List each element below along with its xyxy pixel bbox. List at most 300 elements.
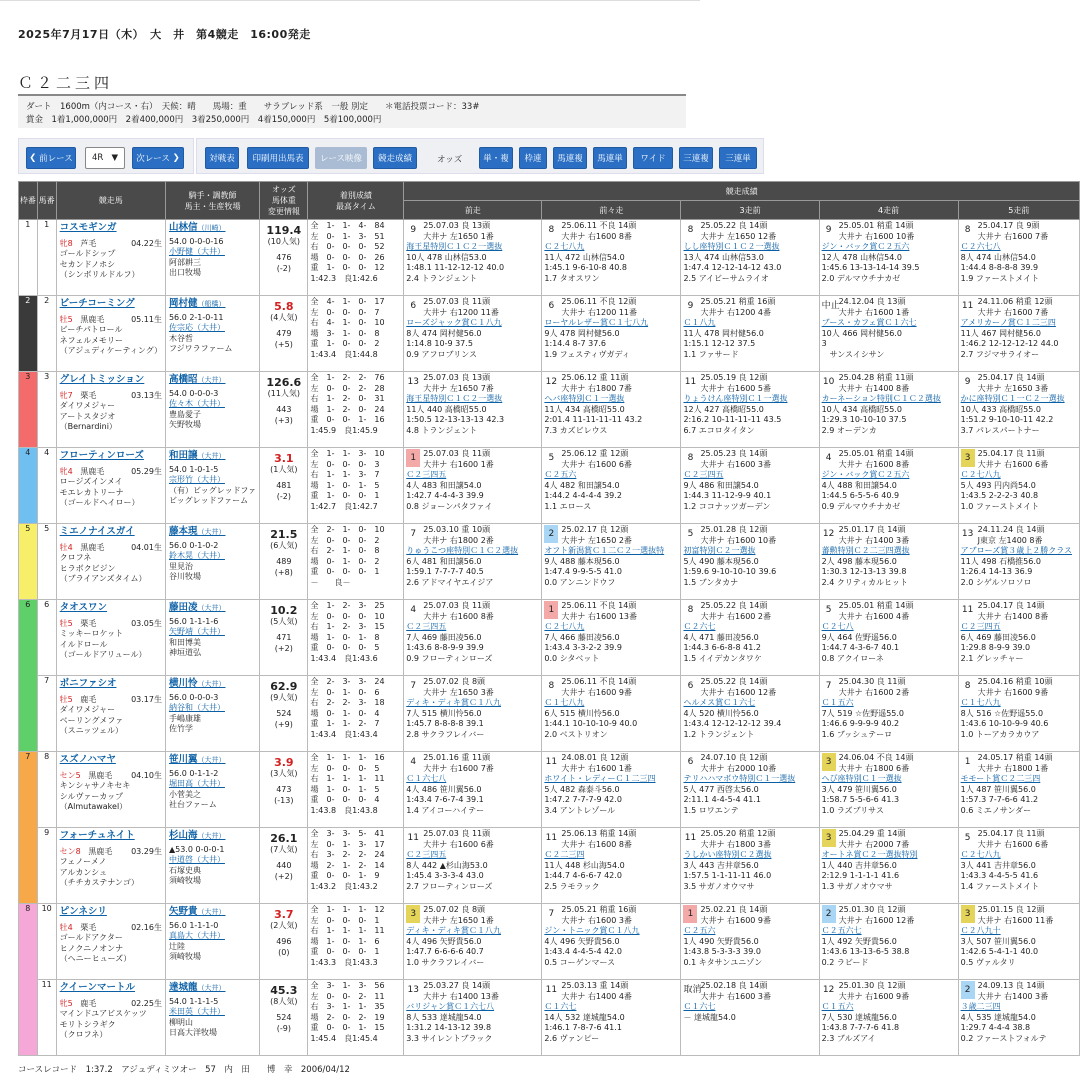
owner: 木谷哲 — [168, 333, 193, 343]
print-card-button[interactable]: 印刷用出馬表 — [247, 147, 309, 169]
past-race-title-link[interactable]: Ｃ２六七八 — [960, 242, 1001, 251]
umaban-cell: 2 — [37, 296, 56, 372]
jockey-cell — [165, 524, 259, 600]
past-race-time: 1:45.1 9-6-10-8 40.8 — [544, 263, 627, 272]
owner: 里見治 — [168, 561, 193, 571]
past-race-detail: 3人 443 吉井章56.0 — [683, 860, 759, 870]
horse-name-link[interactable]: コスモギンガ — [59, 222, 117, 233]
past-race-title-link[interactable]: うしかい座特別Ｃ２選抜 — [683, 850, 772, 859]
past-race-detail: 4人 486 笹川翼56.0 — [406, 784, 482, 794]
record-line: 右 3- 1- 1- 35 — [310, 1002, 385, 1011]
record-cell — [308, 600, 404, 676]
past-race-date: 25.03.13 重 14頭 — [561, 981, 629, 990]
past-race-title-link[interactable]: Ｃ２八九十 — [960, 926, 1001, 935]
past-race-time: 1:43.6 13-13-6-5 38.8 — [821, 947, 910, 956]
past-race-title-link[interactable]: ジン・バック賞Ｃ２五六 — [821, 470, 910, 479]
past-race-detail: 7人 519 ☆佐野遥55.0 — [821, 708, 905, 718]
past-race-date: 25.01.30 良 12頭 — [838, 981, 906, 990]
past-race-time: 1:46.6 9-9-9-9 40.2 — [821, 719, 900, 728]
past-race-course: 大井ナ 右1600 8番 — [561, 231, 632, 241]
record-cell — [308, 524, 404, 600]
past-race-time: 1:59.6 9-10-10-10 39.6 — [683, 567, 777, 576]
past-race-title-link[interactable]: ジン・バック賞Ｃ２五六 — [821, 242, 910, 251]
past-race-title-link[interactable]: しし座特別Ｃ１Ｃ２一選抜 — [683, 242, 780, 251]
odds-value: 21.5 — [270, 528, 298, 541]
finish-position: 13 — [407, 985, 419, 995]
jockey-name-link[interactable]: 矢野貴（大井） — [168, 906, 226, 917]
past-race-detail: 8人 533 達城龍54.0 — [406, 1012, 482, 1022]
horse-sire: ビーチパトロール — [59, 325, 123, 334]
past-race-winner: 3.7 パレスパートナー — [960, 425, 1040, 435]
past-race-detail: 3人 479 笹川翼56.0 — [821, 784, 897, 794]
finish-position: 3 — [961, 449, 975, 467]
horse-row — [19, 600, 1080, 676]
past-race-title-link[interactable]: オフト新潟賞Ｃ１二Ｃ２一選抜特 — [544, 546, 665, 555]
past-race-winner: 4.8 トランジェント — [406, 425, 478, 435]
umaban-cell: 1 — [37, 220, 56, 296]
past-race-title-link[interactable]: Ｃ１七八九 — [544, 698, 585, 707]
horse-name-link[interactable]: グレイトミッション — [59, 374, 145, 385]
past-race-title-link[interactable]: ヘバ座特別Ｃ１一選抜 — [544, 394, 625, 403]
past-race-cell — [681, 372, 819, 448]
past-race-winner: 6.7 エコロタイタン — [683, 425, 755, 435]
past-race-winner: 0.8 アクイローネ — [821, 653, 884, 663]
finish-position: 10 — [822, 377, 835, 387]
record-line: 全 1- 1- 1- 12 — [310, 905, 385, 914]
horse-name-link[interactable]: ミエノナイスガイ — [59, 526, 135, 537]
record-line: 右 2- 2- 3- 18 — [310, 698, 385, 707]
body-weight-diff: (+2) — [274, 871, 293, 881]
past-race-date: 25.04.17 良 14頭 — [977, 373, 1045, 382]
horse-name-link[interactable]: ビーチコーミング — [59, 298, 135, 309]
trainer-link[interactable]: 矢野靖（大井） — [168, 627, 225, 636]
past-race-time: 1:45.7 8-8-8-8 39.1 — [406, 719, 484, 728]
past-race-winner: 1.4 ファーストメイト — [960, 881, 1040, 891]
jockey-weight: 56.0 2-1-0-11 — [168, 312, 224, 322]
past-race-cell — [542, 980, 681, 1056]
past-race-cell — [404, 752, 542, 828]
past-race-title-link[interactable]: Ｃ１七八九 — [960, 698, 1001, 707]
past-race-date: 25.03.27 良 14頭 — [423, 981, 491, 990]
finish-position: 5 — [825, 605, 832, 615]
past-race-title-link[interactable]: Ｃ１八九 — [683, 318, 716, 327]
odds-value: 5.8 — [274, 300, 294, 313]
trainer-link[interactable]: 中道啓（大井） — [168, 855, 225, 864]
horse-color: 芦毛 — [80, 238, 97, 248]
horse-sex: 牡4 — [59, 922, 73, 932]
past-race-detail: 11人 498 石橋推56.0 — [960, 556, 1041, 566]
past-race-winner: 0.9 フローティンローズ — [406, 653, 493, 663]
horse-dam: イルドロール — [59, 639, 108, 649]
horse-color: 栗毛 — [80, 618, 97, 628]
past-race-winner: 2.7 フジマサライオー — [960, 349, 1040, 359]
header-kisei: 競走成績 — [404, 182, 1080, 201]
past-race-time: 1:43.4 7-6-7-4 39.1 — [406, 795, 484, 804]
past-race-title-link[interactable]: Ｃ２三四五 — [960, 622, 1001, 631]
odds-cell — [260, 372, 308, 448]
past-race-date: 25.05.22 良 14頭 — [700, 221, 768, 230]
horse-row — [19, 828, 1080, 904]
past-race-title-link[interactable]: オートネ賞Ｃ２一選抜特別 — [821, 850, 918, 859]
past-race-winner: 2.7 フローティンローズ — [406, 881, 493, 891]
past-race-winner: 2.4 トランジェント — [406, 273, 478, 283]
trainer-link[interactable]: 佐々木（大井） — [168, 399, 225, 408]
past-race-cell — [958, 372, 1079, 448]
past-race-title-link[interactable]: ローズジャック賞Ｃ１八九 — [406, 318, 502, 327]
past-race-title-link[interactable]: Ｃ２七八九 — [960, 850, 1001, 859]
past-race-course: 大井ナ 右1200 4番 — [700, 307, 772, 317]
past-race-cell — [958, 676, 1079, 752]
next-race-button[interactable]: 次レース ❯ — [132, 147, 184, 169]
past-race-winner: 1.6 ブッシュテーロ — [821, 729, 893, 739]
header-horse: 競走馬 — [56, 182, 165, 220]
past-race-date: 24.12.04 良 13頭 — [838, 297, 906, 306]
odds-umaren-tan-button[interactable]: 馬連単 — [593, 147, 627, 169]
past-race-title-link[interactable]: Ｃ２七八九 — [544, 242, 585, 251]
jockey-name-link[interactable]: 達城龍（大井） — [168, 982, 226, 993]
odds-tan-fuku-button[interactable]: 単・複 — [479, 147, 513, 169]
horse-birth: 04.22生 — [131, 238, 162, 248]
past-race-title-link[interactable]: Ｃ１六七 — [683, 1002, 716, 1011]
horse-color: 栗毛 — [80, 922, 97, 932]
finish-position: 3 — [822, 753, 836, 771]
past-race-detail: 9人 488 藤本現56.0 — [544, 556, 620, 566]
owner: 柳明山 — [168, 1017, 193, 1027]
popularity: (1人気) — [270, 464, 298, 474]
past-race-detail: 7人 469 藤田凌56.0 — [406, 632, 482, 642]
past-race-detail: 3人 441 吉井章56.0 — [960, 860, 1036, 870]
owner: 手嶋康雄 — [168, 713, 201, 723]
past-race-time: 1:29.7 4-4-4 38.8 — [960, 1023, 1031, 1032]
past-race-title-link[interactable]: Ｃ１五六 — [821, 698, 854, 707]
past-race-title-link[interactable]: Ｃ１五六 — [821, 1002, 854, 1011]
past-race-winner: 1.9 フェスティヴガディ — [544, 349, 630, 359]
past-race-detail: 7人 530 達城龍56.0 — [821, 1012, 897, 1022]
past-race-detail: 7人 466 藤田凌56.0 — [544, 632, 620, 642]
past-race-date: 25.04.29 重 14頭 — [838, 829, 906, 838]
past-race-cell — [681, 980, 819, 1056]
popularity: (6人気) — [270, 540, 298, 550]
jockey-name-link[interactable]: 藤本現（大井） — [168, 526, 226, 537]
past-race-title-link[interactable]: 海王星特別Ｃ１Ｃ２一選抜 — [406, 394, 503, 403]
past-race-detail: 11人 472 山林信54.0 — [544, 252, 625, 262]
finish-position: 3 — [822, 829, 836, 847]
past-race-cell — [542, 448, 681, 524]
jockey-weight: 56.0 0-0-0-3 — [168, 692, 219, 702]
past-race-cell — [542, 600, 681, 676]
action-toolbar — [196, 138, 764, 174]
horse-cell — [56, 600, 165, 676]
past-race-cell — [819, 524, 958, 600]
record-line: 場 0- 1- 0- 4 — [310, 708, 380, 718]
finish-position: 7 — [410, 529, 417, 539]
odds-value: 3.9 — [274, 756, 294, 769]
header-odds: オッズ 馬体重 変更情報 — [260, 182, 308, 220]
past-race-course: J東京 左1400 8番 — [977, 535, 1043, 545]
past-race-title-link[interactable]: 初富特別Ｃ２一選抜 — [683, 546, 756, 555]
finish-position: 9 — [687, 301, 694, 311]
past-race-title-link[interactable]: りょうけん座特別Ｃ１一選抜 — [683, 394, 788, 403]
past-race-date: 24.08.01 良 12頭 — [561, 753, 629, 762]
past-race-title-link[interactable]: Ｃ２三四五 — [406, 622, 447, 631]
past-race-date: 25.05.22 良 14頭 — [700, 677, 768, 686]
past-race-title-link[interactable]: ディキ・ディキ賞Ｃ１八九 — [406, 926, 501, 935]
past-race-date: 25.01.15 良 12頭 — [977, 905, 1045, 914]
odds-sanrentan-button[interactable]: 三連単 — [719, 147, 757, 169]
past-race-title-link[interactable]: ブース・カフェ賞Ｃ１六七 — [821, 318, 917, 327]
record-line: 重 0- 0- 0- 5 — [310, 643, 380, 652]
waku-cell: 5 — [19, 524, 38, 600]
finish-position: 6 — [548, 301, 555, 311]
owner: 辻陸 — [168, 941, 185, 951]
past-race-title-link[interactable]: ３歳二三四 — [960, 1002, 1001, 1011]
past-race-winner: 2.0 ベストリオン — [544, 729, 608, 739]
record-line: 1:43.2 良1:43.2 — [310, 881, 378, 891]
taisen-button[interactable]: 対戦表 — [205, 147, 239, 169]
horse-sex: 牝7 — [59, 390, 73, 400]
past-race-time: 1:44.3 6-6-8-8 41.2 — [683, 643, 761, 652]
body-weight-diff: (-9) — [276, 1023, 291, 1033]
odds-sanrenpuku-button[interactable]: 三連複 — [679, 147, 713, 169]
past-race-title-link[interactable]: ホワイト・レディーＣ１二三四 — [544, 774, 656, 783]
past-race-time: 1:47.2 7-7-7-9 42.0 — [544, 795, 622, 804]
trainer-link[interactable]: 真島大（大井） — [168, 931, 225, 940]
past-race-time: 1:58.7 5-5-6-6 41.3 — [821, 795, 900, 804]
past-race-title-link[interactable]: ジン・トニック賞Ｃ１八九 — [544, 926, 640, 935]
race-card-table — [18, 181, 1080, 1056]
past-race-detail: 6人 515 横川怜56.0 — [544, 708, 620, 718]
jockey-name-link[interactable]: 和田譲（大井） — [168, 450, 226, 461]
race-video-button[interactable]: レース映像 — [315, 147, 367, 169]
finish-position: 8 — [964, 225, 971, 235]
past-race-date: 25.05.21 稍重 16頭 — [700, 297, 776, 306]
odds-value: 3.7 — [274, 908, 294, 921]
record-line: 右 2- 1- 0- 8 — [310, 546, 380, 555]
jockey-name-link[interactable]: 山林信（川崎） — [168, 222, 226, 233]
race-select[interactable]: 4R ▼ — [85, 147, 125, 169]
jockey-name-link[interactable]: 岡村健（船橋） — [168, 298, 226, 309]
header-past1: 前走 — [404, 201, 542, 220]
trainer-link[interactable]: 納谷和（大井） — [168, 703, 225, 712]
past-race-title-link[interactable]: アメリカーノ賞Ｃ１二三四 — [960, 318, 1056, 327]
horse-sire: ゴールドシップ — [59, 249, 116, 258]
waku-cell: 6 — [19, 600, 38, 752]
body-weight: 473 — [276, 785, 292, 794]
horse-birth: 03.05生 — [131, 618, 162, 628]
past-race-time: 3 — [821, 339, 827, 348]
past-race-date: 25.06.12 重 12頭 — [561, 449, 629, 458]
waku-cell: 3 — [19, 372, 38, 448]
farm: フジワラファーム — [168, 344, 233, 353]
trainer-link[interactable]: 宗形竹（大井） — [168, 475, 225, 484]
finish-position: 5 — [964, 833, 971, 843]
past-race-winner: 0.6 ミエノサンダー — [960, 805, 1032, 815]
horse-row — [19, 524, 1080, 600]
past-race-cell — [819, 828, 958, 904]
horse-name-link[interactable]: フローティンローズ — [59, 450, 144, 461]
header-past2: 前々走 — [542, 201, 681, 220]
race-results-button[interactable]: 競走成績 — [373, 147, 417, 169]
past-race-time: 1:59.1 7-7-7-7 40.5 — [406, 567, 484, 576]
past-race-title-link[interactable]: Ｃ２七八 — [821, 622, 854, 631]
past-race-title-link[interactable]: テリハハマボウ特別Ｃ１一選抜 — [683, 774, 796, 783]
past-race-detail: 11人 467 岡村健56.0 — [960, 328, 1041, 338]
odds-cell — [260, 752, 308, 828]
past-race-winner: 1.5 ブンタカナ — [683, 577, 739, 587]
body-weight: 481 — [276, 481, 292, 490]
past-race-title-link[interactable]: ローヤルレザー賞Ｃ１七八九 — [544, 318, 649, 327]
past-race-winner: 0.2 ラビード — [821, 957, 869, 967]
horse-row — [19, 220, 1080, 296]
past-race-title-link[interactable]: Ｃ１六七八 — [406, 774, 447, 783]
past-race-title-link[interactable]: ヘルメス賞Ｃ１六七 — [683, 698, 756, 707]
horse-color: 栗毛 — [80, 390, 97, 400]
past-race-detail: 6人 481 和田譲56.0 — [406, 556, 482, 566]
jockey-name-link[interactable]: 藤田凌（大井） — [168, 602, 226, 613]
past-race-title-link[interactable]: Ｃ２二三四 — [544, 850, 585, 859]
past-race-title-link[interactable]: Ｃ２三四五 — [683, 470, 724, 479]
past-race-detail: 9人 478 岡村健56.0 — [544, 328, 620, 338]
past-race-cell — [681, 752, 819, 828]
past-race-winner: 3.5 サガノオウマサ — [683, 881, 755, 891]
past-race-cell — [681, 600, 819, 676]
finish-position: 13 — [961, 529, 974, 539]
odds-wakuren-button[interactable]: 枠連 — [519, 147, 547, 169]
past-race-title-link[interactable]: Ｃ２五六 — [683, 926, 716, 935]
past-race-date: 25.02.18 良 14頭 — [700, 981, 768, 990]
past-race-title-link[interactable]: 海王星特別Ｃ１Ｃ２一選抜 — [406, 242, 503, 251]
finish-position: 2 — [961, 981, 975, 999]
past-race-time: 1:44.2 4-4-4-4 39.2 — [544, 491, 622, 500]
record-cell — [308, 752, 404, 828]
trainer-link[interactable]: 鈴木晃（大井） — [168, 551, 225, 560]
past-race-title-link[interactable]: 蕃勲特別Ｃ２二三四選抜 — [821, 546, 910, 555]
horse-sire: ダイワメジャー — [59, 401, 116, 410]
horse-name-link[interactable]: ボニファシオ — [59, 678, 117, 689]
horse-birth: 02.25生 — [131, 998, 162, 1008]
past-race-detail: 4人 482 和田譲54.0 — [544, 480, 620, 490]
horse-name-link[interactable]: スズノハマヤ — [59, 754, 116, 765]
owner: 石塚史典 — [168, 865, 201, 875]
jockey-name-link[interactable]: 笹川翼（大井） — [168, 754, 226, 765]
past-race-title-link[interactable]: ディキ・ディキ賞Ｃ１八九 — [406, 698, 501, 707]
jockey-name-link[interactable]: 横川怜（大井） — [168, 678, 226, 689]
past-race-time: 1:44.3 11-12-9-9 40.1 — [683, 491, 772, 500]
past-race-title-link[interactable]: アブローズ賞３歳上２勝クラス — [960, 546, 1072, 555]
trainer-link[interactable]: 佐宗応（大井） — [168, 323, 225, 332]
horse-sex: 牝5 — [59, 998, 73, 1008]
jockey-name-link[interactable]: 高橋昭（大井） — [168, 374, 226, 385]
past-race-cell — [958, 524, 1079, 600]
past-race-cell — [819, 752, 958, 828]
past-race-cell — [542, 372, 681, 448]
past-race-title-link[interactable]: Ｃ２七八九 — [544, 622, 585, 631]
past-race-title-link[interactable]: かに座特別Ｃ１一Ｃ２一選抜 — [960, 394, 1065, 403]
past-race-course: 大井ナ 左1650 3番 — [977, 383, 1049, 393]
popularity: (5人気) — [270, 616, 298, 626]
past-race-cell — [958, 980, 1079, 1056]
horse-birth: 04.01生 — [131, 542, 162, 552]
past-race-cell — [404, 448, 542, 524]
past-race-title-link[interactable]: Ｃ２三四五 — [406, 850, 447, 859]
past-race-winner: 0.1 キタサンユニゾン — [683, 957, 763, 967]
horse-dam: モリトシラギク — [59, 1019, 116, 1029]
trainer-link[interactable]: 小野健（大井） — [168, 247, 225, 256]
horse-row — [19, 372, 1080, 448]
past-race-cell — [819, 904, 958, 980]
horse-name-link[interactable]: フォーチュネイト — [59, 830, 135, 841]
past-race-cell — [681, 676, 819, 752]
past-race-date: 25.05.01 稍重 14頭 — [838, 221, 914, 230]
trainer-link[interactable]: 米田英（大井） — [168, 1007, 225, 1016]
horse-cell — [56, 676, 165, 752]
record-line: 全 1- 2- 2- 76 — [310, 373, 385, 382]
past-race-title-link[interactable]: Ｃ２五六七 — [821, 926, 862, 935]
past-race-cell — [681, 828, 819, 904]
past-race-date: 25.05.21 稍重 16頭 — [561, 905, 637, 914]
chevron-down-icon: ▼ — [111, 153, 118, 163]
past-race-title-link[interactable]: モモート賞Ｃ２二三四 — [960, 774, 1041, 783]
past-race-title-link[interactable]: Ｃ２五六 — [544, 470, 577, 479]
horse-row — [19, 904, 1080, 980]
header-past5: 5走前 — [958, 201, 1079, 220]
finish-position: 6 — [687, 757, 694, 767]
past-race-time: 1:43.5 2-2-2-3 40.8 — [960, 491, 1039, 500]
prev-race-button[interactable]: ❮ 前レース — [26, 147, 76, 169]
finish-position: 4 — [410, 757, 417, 767]
horse-name-link[interactable]: タオスワン — [59, 602, 108, 613]
horse-name-link[interactable]: クイーンマートル — [59, 982, 135, 993]
past-race-title-link[interactable]: へび座特別Ｃ１一選抜 — [821, 774, 902, 783]
record-line: 全 4- 1- 0- 17 — [310, 297, 385, 306]
past-race-title-link[interactable]: Ｃ２六七 — [683, 622, 716, 631]
horse-name-link[interactable]: ピンネシリ — [59, 906, 107, 917]
past-race-title-link[interactable]: カーネーション特別Ｃ１Ｃ２選抜 — [821, 394, 941, 403]
past-race-time: 1:43.4 3-3-2-2 39.9 — [544, 643, 622, 652]
jockey-name-link[interactable]: 杉山海（大井） — [168, 830, 226, 841]
past-race-detail: 4人 520 横川怜56.0 — [683, 708, 759, 718]
popularity: (4人気) — [270, 312, 298, 322]
popularity: (2人気) — [270, 920, 298, 930]
odds-value: 3.1 — [274, 452, 294, 465]
record-line: 重 1- 0- 0- 1 — [310, 491, 380, 500]
past-race-title-link[interactable]: Ｃ２七八九 — [960, 470, 1001, 479]
past-race-winner: 1.5 イイデカンタワケ — [683, 653, 762, 663]
trainer-link[interactable]: 堀田高（大井） — [168, 779, 225, 788]
body-weight-diff: (-2) — [276, 491, 291, 501]
past-race-title-link[interactable]: Ｃ１六七 — [544, 1002, 577, 1011]
past-race-title-link[interactable]: りゅうこつ座特別Ｃ１Ｃ２選抜 — [406, 546, 519, 555]
odds-cell — [260, 676, 308, 752]
horse-cell — [56, 448, 165, 524]
finish-position: 11 — [407, 833, 419, 843]
past-race-course: 大井ナ 右1600 3番 — [700, 991, 772, 1001]
past-race-title-link[interactable]: Ｃ２三四五 — [406, 470, 447, 479]
odds-wide-button[interactable]: ワイド — [633, 147, 673, 169]
horse-cell — [56, 524, 165, 600]
past-race-title-link[interactable]: バリジャン賞Ｃ１六七八 — [406, 1002, 495, 1011]
past-race-time: 1:15.1 12-12 37.5 — [683, 339, 756, 348]
odds-umaren-fuku-button[interactable]: 馬連複 — [553, 147, 587, 169]
past-race-winner: 7.3 カズビレウス — [544, 425, 608, 435]
record-line: 1:43.4 良1:44.8 — [310, 349, 378, 359]
odds-cell — [260, 828, 308, 904]
past-race-cell — [542, 828, 681, 904]
past-race-course: 大井ナ 右2000 10番 — [700, 763, 777, 773]
finish-position: 1 — [544, 601, 558, 619]
past-race-course: 大井ナ 右1600 6番 — [977, 839, 1049, 849]
horse-dam: ヒラボクビジン — [59, 563, 116, 573]
